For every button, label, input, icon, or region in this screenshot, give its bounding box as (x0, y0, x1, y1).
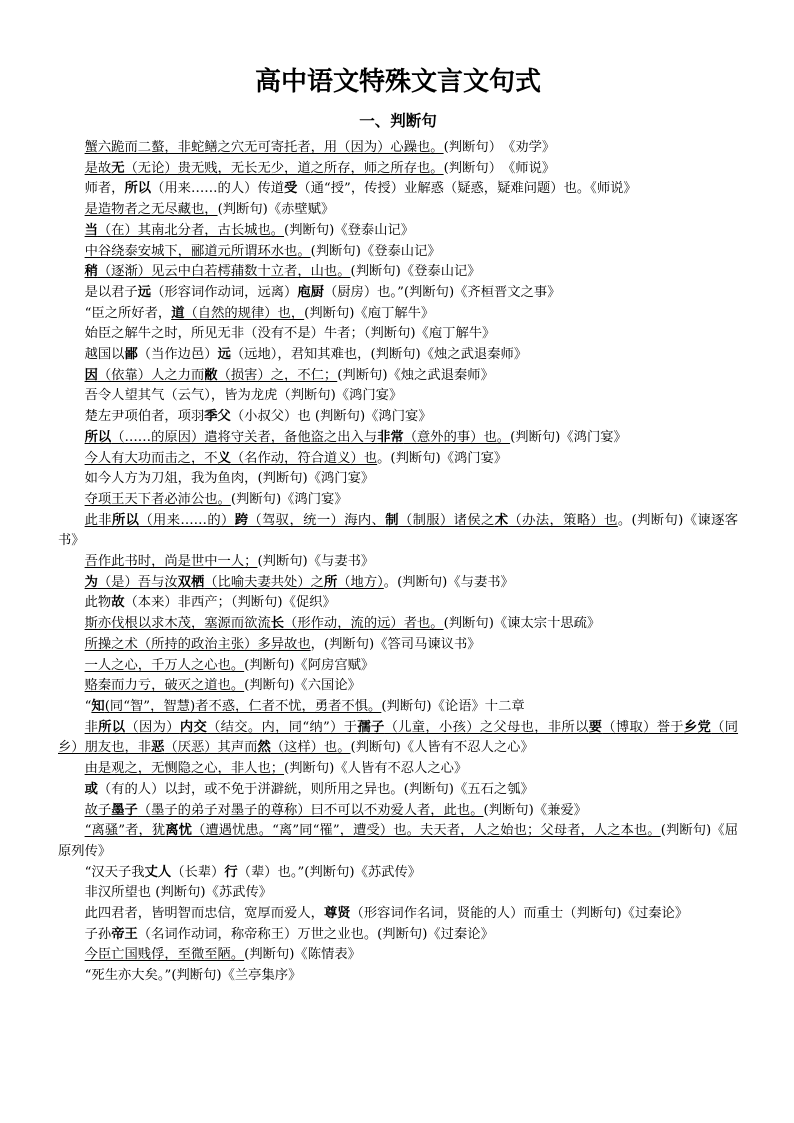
sentence-segment: 长 (270, 616, 285, 632)
sentence-segment: （驾驭，统一）海内、 (248, 512, 386, 528)
sentence-segment: (判断句)《人皆有不忍人之心》 (350, 740, 534, 756)
sentence-segment: 所以 (84, 429, 112, 445)
sentence-segment: (判断句)《鸿门宴》 (510, 429, 627, 445)
sentence-segment: (判断句)《登泰山记》 (284, 222, 415, 238)
sentence-segment: 楚左尹项伯者，项羽 (84, 409, 205, 425)
sentence-segment: （形容词作名词，贤能的人）而重士（判断句)《过秦论》 (350, 906, 689, 922)
sentence-segment: 吾令人望其气（云气），皆为龙虎（判断句)《鸿门宴》 (84, 388, 403, 404)
example-sentence (58, 283, 738, 304)
sentence-segment: （墨子的弟子对墨子的尊称）曰不可以不劝爱人者，此也。 (137, 802, 484, 818)
sentence-segment: (判断句)《兼爱》 (483, 802, 587, 818)
sentence-segment: 非常 (377, 429, 404, 445)
sentence-segment: (判断句)《屈原列传》 (58, 823, 738, 859)
example-sentence (58, 656, 738, 677)
sentence-segment: （结交。内，同“纳”）于 (207, 719, 358, 735)
example-sentence (58, 242, 738, 263)
example-sentence (58, 614, 738, 635)
sentence-segment: 斯亦伐根以求木茂，塞源而欲流 (84, 616, 271, 632)
sentence-segment: 所以 (124, 181, 152, 197)
sentence-segment: （比喻夫妻共处）之 (204, 574, 324, 590)
sentence-segment: 故 (111, 595, 125, 611)
example-sentence (58, 718, 738, 759)
example-sentence (58, 490, 738, 511)
example-sentence (58, 428, 738, 449)
sentence-segment: 远 (217, 347, 231, 363)
example-sentence (58, 801, 738, 822)
example-sentence (58, 138, 738, 159)
sentence-segment: (判断句)《鸿门宴》 (230, 491, 348, 507)
sentence-segment: （是）吾与汝 (97, 574, 178, 590)
sentence-segment: （儿童，小孩）之父母也，非所以 (384, 719, 589, 735)
sentence-segment: 始臣之解牛之时，所见无非（没有不是）牛者；（判断句)《庖丁解牛》 (84, 326, 496, 342)
sentence-segment: (判断句)《赤壁赋》 (217, 202, 335, 218)
sentence-segment: （损害）之，不仁； (217, 367, 338, 383)
example-sentence (58, 407, 738, 428)
sentence-segment: “汉天子我 (84, 864, 145, 880)
sentence-segment: 敝 (204, 367, 218, 383)
sentence-segment: 制 (385, 512, 399, 528)
sentence-segment: 今臣亡国贱俘，至微至陋。 (84, 947, 245, 963)
sentence-segment: （辈）也。”(判断句)《苏武传》 (237, 864, 422, 880)
sentence-segment: 离忧 (165, 823, 192, 839)
sentence-segment: 如今人方为刀俎，我为鱼肉，(判断句)《鸿门宴》 (84, 471, 375, 487)
example-sentence (58, 635, 738, 656)
example-sentence (58, 904, 738, 925)
sentence-segment: 无 (111, 160, 125, 176)
sentence-segment: 鄙 (124, 347, 138, 363)
sentence-segment: “ (84, 698, 92, 714)
sentence-segment: （用来……的人）传道 (151, 181, 285, 197)
sentence-segment: 师者， (84, 181, 125, 197)
sentence-segment: 。(判断句)《与妻书》 (383, 574, 514, 590)
sentence-segment: (判断句)《庖丁解牛》 (304, 305, 435, 321)
sentence-segment: （制服）诸侯之 (398, 512, 495, 528)
sentence-segment: 帝王 (111, 926, 138, 942)
sentence-segment: （……的原因）遣将守关者，备他盗之出入与 (111, 429, 378, 445)
sentence-segment: 是故 (84, 160, 112, 176)
example-sentence (58, 945, 738, 966)
sentence-segment: (判断句)《登泰山记》 (350, 264, 481, 280)
sentence-segment: 乡党 (683, 719, 712, 735)
section-heading: 一、判断句 (359, 112, 437, 130)
example-sentence (58, 345, 738, 366)
sentence-segment: 季父 (204, 409, 231, 425)
example-sentence (58, 593, 738, 614)
example-sentence (58, 179, 738, 200)
example-sentence (58, 883, 738, 904)
sentence-segment: 双栖 (177, 574, 205, 590)
sentence-segment: 赂秦而力亏，破灭之道也。 (84, 678, 245, 694)
example-sentence (58, 221, 738, 242)
sentence-segment: (判断句)《阿房宫赋》 (244, 657, 375, 673)
sentence-segment: （用来……的） (139, 512, 235, 528)
sentence-segment: 要 (588, 719, 603, 735)
sentence-segment: （形作动，流的远）者也。 (284, 616, 444, 632)
sentence-segment: 远 (137, 284, 152, 300)
sentence-segment: 。(判断句)《谏逐客书》 (58, 512, 739, 549)
sentence-segment: （有的人）以封，或不免于洴澼絖，则所用之异也。(判断句)《五石之瓠》 (97, 781, 534, 797)
sentence-segment: 子孙 (84, 926, 112, 942)
sentence-segment: （厌恶）其声而 (164, 740, 258, 756)
example-sentence (58, 200, 738, 221)
sentence-segment: 中谷绕泰安城下，郦道元所谓环水也。 (84, 243, 311, 259)
sentence-segment: “离骚”者，犹 (84, 823, 166, 839)
example-sentence (58, 386, 738, 407)
sentence-segment: 墨子 (111, 802, 138, 818)
sentence-segment: 夺项王天下者必沛公也。 (84, 491, 231, 507)
sentence-segment: 或 (84, 781, 98, 797)
sentence-segment: 然 (257, 740, 271, 756)
sentence-segment: 行 (224, 864, 238, 880)
sentence-segment: (判断句)《谏太宗十思疏》 (443, 616, 601, 632)
sentence-segment: 蟹六跪而二螯，非蛇鳝之穴无可寄托者，用（因为）心躁也。 (84, 140, 444, 155)
sentence-segment: “臣之所好者， (84, 305, 172, 321)
example-sentence (58, 759, 738, 780)
example-sentence (58, 304, 738, 325)
sentence-segment: （地方） (337, 574, 384, 590)
sentence-segment: (判断句)《人皆有不忍人之心》 (284, 761, 468, 777)
sentence-segment: 非 (84, 719, 99, 735)
sentence-segment: （办法，策略）也 (508, 512, 618, 528)
example-sentence (58, 262, 738, 283)
sentence-segment: 尊贤 (323, 906, 351, 922)
sentence-segment: 所以 (98, 719, 126, 735)
sentence-segment: 此物 (84, 595, 112, 611)
sentence-segment: 一人之心，千万人之心也。 (84, 657, 245, 673)
sentence-segment: “死生亦大矣。”(判断句)《兰亭集序》 (84, 968, 302, 984)
example-sentence (58, 697, 738, 718)
sentence-segment: 今人有大功而击之，不 (84, 450, 218, 466)
sentence-segment: ，(判断句)《答司马谏议书》 (310, 636, 481, 652)
sentence-segment: （逐渐）见云中白若樗蒱数十立者，山也。 (97, 264, 351, 280)
example-sentence (58, 863, 738, 884)
sentence-segment: 术 (494, 512, 509, 528)
example-sentence (58, 821, 738, 862)
sentence-segment: 丈人 (144, 864, 172, 880)
sentence-segment: 越国以 (84, 347, 125, 363)
sentence-segment: 是以君子 (84, 284, 138, 300)
example-sentence (58, 676, 738, 697)
sentence-segment: 为 (84, 574, 98, 590)
sentence-segment: (判断句)《烛之武退秦师》 (337, 367, 494, 383)
sentence-segment: （形容词作动词，远离） (151, 284, 298, 300)
sentence-segment: (判断句） 《师说》 (443, 160, 556, 176)
sentence-segment: 道 (171, 305, 185, 321)
sentence-segment: 庖厨 (297, 284, 324, 300)
sentence-segment: 义 (217, 450, 231, 466)
sentence-segment: (判断句)《与妻书》 (257, 554, 375, 570)
sentence-segment: （通“授”，传授）业解惑（疑惑，疑难问题）也。《师说》 (297, 181, 637, 197)
example-sentence (58, 552, 738, 573)
example-sentence (58, 469, 738, 490)
sentence-segment: （遭遇忧患。“离”同“罹”，遭受）也。夫天者，人之始也；父母者，人之本也。 (191, 823, 661, 839)
sentence-segment: （长辈） (171, 864, 225, 880)
example-sentence-list (58, 138, 738, 987)
sentence-segment: 非汉所望也 (判断句)《苏武传》 (84, 885, 273, 901)
example-sentence (58, 449, 738, 470)
example-sentence (58, 573, 738, 594)
sentence-segment: （依靠）人之力而 (97, 367, 205, 383)
sentence-segment: 知 (91, 698, 105, 714)
sentence-segment: （博取）誉于 (602, 719, 684, 735)
sentence-segment: (同“智”，智慧)者不惑，仁者不忧，勇者不惧。 (104, 698, 382, 714)
sentence-segment: （本来）非西产；（判断句)《促织》 (124, 595, 336, 611)
sentence-segment: （意外的事）也。 (403, 429, 511, 445)
sentence-segment: (判断句)《六国论》 (244, 678, 361, 694)
sentence-segment: 是造物者之无尽藏也， (84, 202, 218, 218)
sentence-segment: （这样）也。 (270, 740, 351, 756)
sentence-segment: （远地），君知其难也，(判断句)《烛之武退秦师》 (230, 347, 528, 363)
sentence-segment: 所 (323, 574, 338, 590)
sentence-segment: 所操之术（所持的政治主张）多异故也 (84, 636, 311, 652)
sentence-segment: （小叔父）也 (判断句)《鸿门宴》 (230, 409, 432, 425)
sentence-segment: （同乡）朋友也，非 (58, 719, 739, 756)
sentence-segment: 跨 (234, 512, 249, 528)
sentence-segment: （无论）贵无贱，无长无少，道之所存，师之所存也。 (124, 160, 444, 176)
example-sentence (58, 159, 738, 180)
sentence-segment: 因 (84, 367, 98, 383)
sentence-segment: 孺子 (357, 719, 385, 735)
sentence-segment: 此非 (84, 512, 112, 528)
example-sentence (58, 324, 738, 345)
sentence-segment: 。(判断句)《鸿门宴》 (377, 450, 508, 466)
sentence-segment: (判断句)《陈情表》 (244, 947, 361, 963)
example-sentence (58, 925, 738, 946)
sentence-segment: (判断句)《登泰山记》 (310, 243, 441, 259)
example-sentence (58, 366, 738, 387)
sentence-segment: 稍 (84, 264, 98, 280)
sentence-segment: （厨房）也。”(判断句)《齐桓晋文之事》 (323, 284, 561, 300)
sentence-segment: 所以 (111, 512, 140, 528)
example-sentence (58, 511, 738, 552)
sentence-segment: 此四君者，皆明智而忠信，宽厚而爱人， (84, 906, 324, 922)
sentence-segment: 当 (84, 222, 98, 238)
example-sentence (58, 780, 738, 801)
document-title: 高中语文特殊文言文句式 (254, 67, 541, 97)
sentence-segment: 受 (284, 181, 298, 197)
sentence-segment: 故子 (84, 802, 112, 818)
sentence-segment: (判断句)《论语》十二章 (381, 698, 525, 714)
sentence-segment: 恶 (151, 740, 165, 756)
sentence-segment: 吾作此书时，尚是世中一人； (84, 554, 258, 570)
sentence-segment: （在）其南北分者，古长城也。 (97, 222, 285, 238)
sentence-segment: 内交 (179, 719, 208, 735)
sentence-segment: （名词作动词，称帝称王）万世之业也。(判断句)《过秦论》 (137, 926, 494, 942)
sentence-segment: （自然的规律）也， (184, 305, 305, 321)
sentence-segment: （当作边邑） (137, 347, 218, 363)
sentence-segment: （名作动，符合道义）也 (230, 450, 378, 466)
sentence-segment: （因为） (125, 719, 180, 735)
sentence-segment: 由是观之，无恻隐之心，非人也； (84, 761, 285, 777)
example-sentence (58, 966, 738, 987)
sentence-segment: (判断句） 《劝学》 (443, 140, 556, 155)
